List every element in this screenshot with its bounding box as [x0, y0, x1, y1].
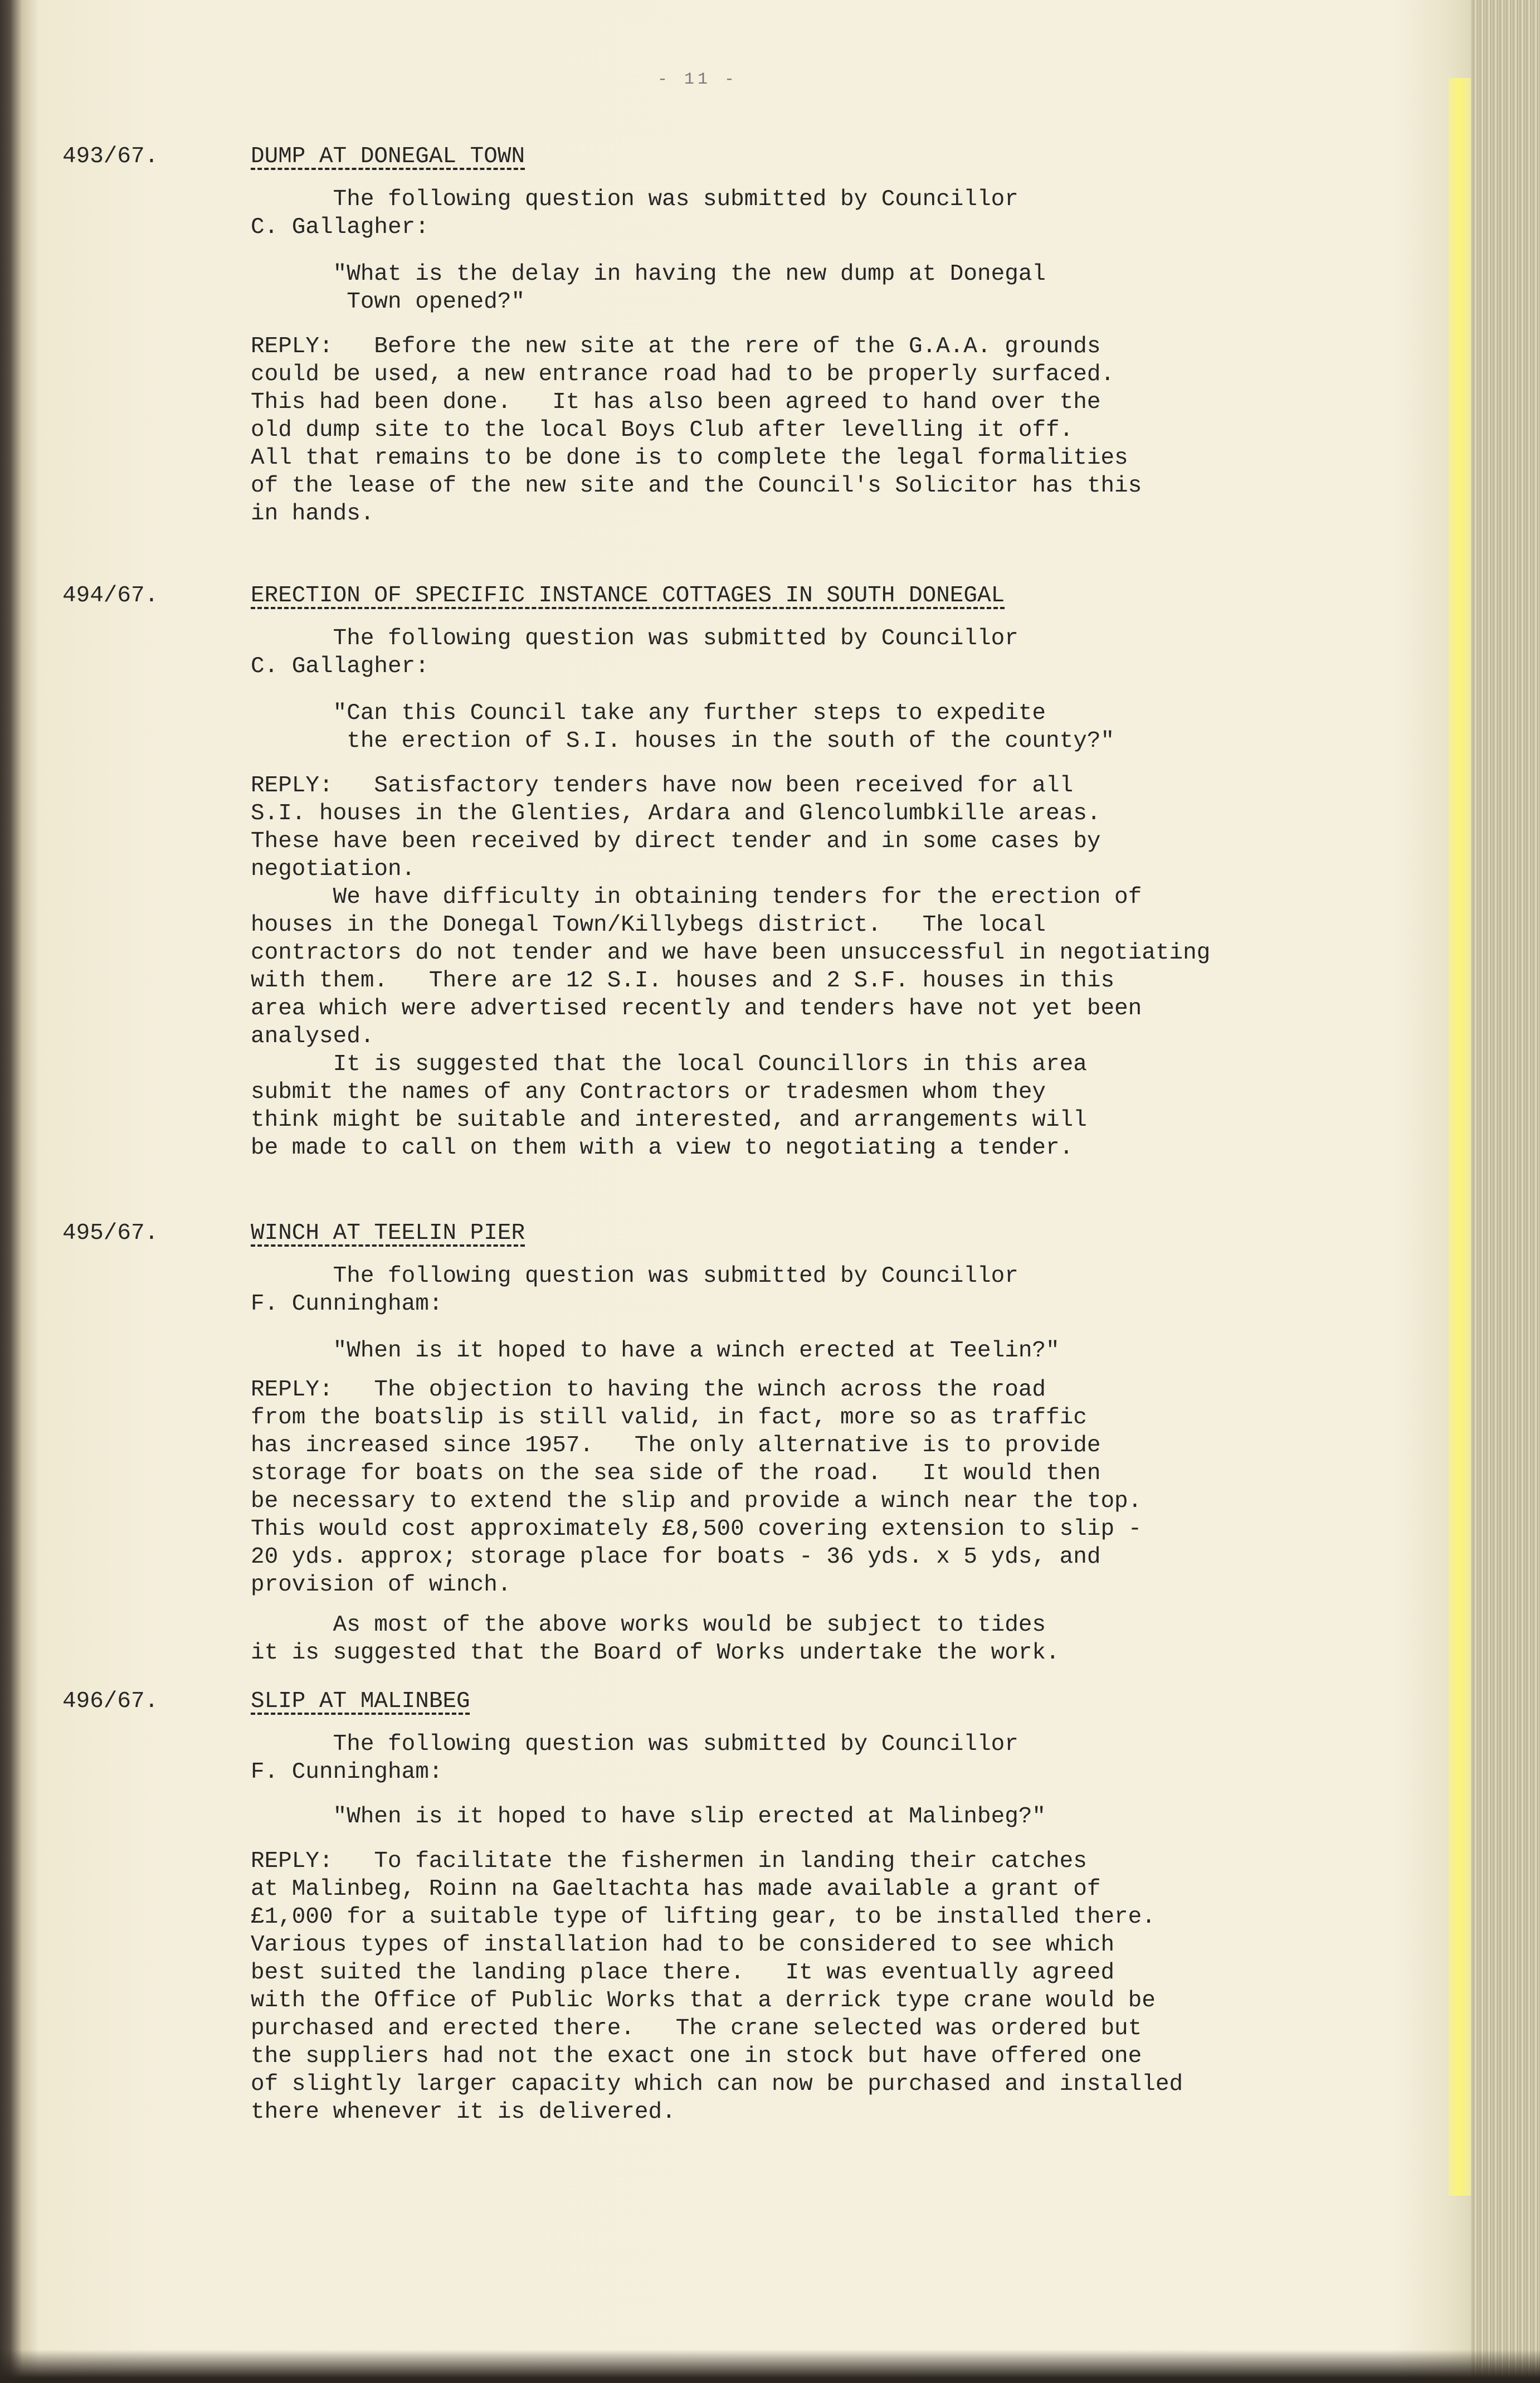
- yellow-paper-strip: [1449, 78, 1471, 2196]
- item-heading: WINCH AT TEELIN PIER: [251, 1220, 525, 1246]
- text-line: It is suggested that the local Councillors in this area: [251, 1052, 1087, 1077]
- text-line: REPLY: Satisfactory tenders have now been received for all: [251, 773, 1074, 799]
- text-line: S.I. houses in the Glenties, Ardara and Glencolumbkille areas.: [251, 801, 1101, 826]
- text-line: be necessary to extend the slip and provide a winch near the top.: [251, 1489, 1142, 1514]
- text-line: area which were advertised recently and tenders have not yet been: [251, 996, 1142, 1022]
- item-number: 493/67.: [62, 144, 159, 169]
- text-line: think might be suitable and interested, and arrangements will: [251, 1107, 1087, 1133]
- item-heading: DUMP AT DONEGAL TOWN: [251, 144, 525, 169]
- text-line: be made to call on them with a view to negotiating a tender.: [251, 1135, 1074, 1161]
- text-line: The following question was submitted by Councillor: [251, 187, 1018, 212]
- text-line: in hands.: [251, 501, 374, 527]
- text-line: C. Gallagher:: [251, 215, 429, 240]
- item-heading: SLIP AT MALINBEG: [251, 1689, 470, 1714]
- text-line: This had been done. It has also been agreed to hand over the: [251, 390, 1101, 415]
- text-line: REPLY: Before the new site at the rere of the G.A.A. grounds: [251, 334, 1101, 359]
- text-line: The following question was submitted by Councillor: [251, 1732, 1018, 1757]
- text-line: of the lease of the new site and the Council's Solicitor has this: [251, 473, 1142, 499]
- text-line: houses in the Donegal Town/Killybegs district. The local: [251, 912, 1046, 938]
- text-line: purchased and erected there. The crane selected was ordered but: [251, 2016, 1142, 2041]
- text-line: "What is the delay in having the new dump at Donegal: [251, 261, 1046, 287]
- text-line: there whenever it is delivered.: [251, 2099, 676, 2125]
- item-number: 494/67.: [62, 583, 159, 609]
- item-heading: ERECTION OF SPECIFIC INSTANCE COTTAGES IN SOUTH DONEGAL: [251, 583, 1005, 609]
- text-line: Town opened?": [251, 289, 525, 315]
- item-number: 495/67.: [62, 1220, 159, 1246]
- text-line: "When is it hoped to have a winch erected at Teelin?": [251, 1338, 1060, 1364]
- text-line: storage for boats on the sea side of the road. It would then: [251, 1461, 1101, 1486]
- text-line: These have been received by direct tender and in some cases by: [251, 829, 1101, 854]
- text-line: with the Office of Public Works that a derrick type crane would be: [251, 1988, 1156, 2014]
- text-line: with them. There are 12 S.I. houses and 2 S.F. houses in this: [251, 968, 1115, 994]
- text-line: the suppliers had not the exact one in stock but have offered one: [251, 2044, 1142, 2069]
- text-line: could be used, a new entrance road had to be properly surfaced.: [251, 362, 1115, 387]
- text-line: provision of winch.: [251, 1572, 511, 1598]
- page-edges: [1471, 0, 1540, 2383]
- text-line: REPLY: To facilitate the fishermen in landing their catches: [251, 1849, 1087, 1874]
- text-line: from the boatslip is still valid, in fact, more so as traffic: [251, 1405, 1087, 1431]
- bottom-shadow: [0, 2350, 1540, 2383]
- text-line: The following question was submitted by Councillor: [251, 1263, 1018, 1289]
- text-line: at Malinbeg, Roinn na Gaeltachta has made available a grant of: [251, 1876, 1101, 1902]
- text-line: best suited the landing place there. It was eventually agreed: [251, 1960, 1115, 1986]
- text-line: F. Cunningham:: [251, 1759, 443, 1785]
- text-line: it is suggested that the Board of Works undertake the work.: [251, 1640, 1060, 1666]
- text-line: submit the names of any Contractors or tradesmen whom they: [251, 1079, 1046, 1105]
- text-line: contractors do not tender and we have been unsuccessful in negotiating: [251, 940, 1211, 966]
- text-line: old dump site to the local Boys Club after levelling it off.: [251, 417, 1074, 443]
- text-line: All that remains to be done is to complete the legal formalities: [251, 445, 1128, 471]
- text-line: As most of the above works would be subject to tides: [251, 1612, 1046, 1638]
- text-line: the erection of S.I. houses in the south of the county?": [251, 728, 1115, 754]
- text-line: C. Gallagher:: [251, 654, 429, 679]
- text-line: of slightly larger capacity which can now be purchased and installed: [251, 2071, 1183, 2097]
- text-line: This would cost approximately £8,500 covering extension to slip -: [251, 1516, 1142, 1542]
- text-line: analysed.: [251, 1024, 374, 1049]
- text-line: We have difficulty in obtaining tenders for the erection of: [251, 884, 1142, 910]
- text-line: REPLY: The objection to having the winch across the road: [251, 1377, 1046, 1403]
- text-line: "Can this Council take any further steps to expedite: [251, 701, 1046, 726]
- text-line: negotiation.: [251, 857, 416, 882]
- text-line: F. Cunningham:: [251, 1291, 443, 1317]
- text-line: 20 yds. approx; storage place for boats - 36 yds. x 5 yds, and: [251, 1544, 1101, 1570]
- text-line: "When is it hoped to have slip erected at Malinbeg?": [251, 1804, 1046, 1830]
- page-number: - 11 -: [657, 70, 738, 89]
- text-line: The following question was submitted by Councillor: [251, 626, 1018, 651]
- text-line: £1,000 for a suitable type of lifting gear, to be installed there.: [251, 1904, 1156, 1930]
- text-line: has increased since 1957. The only alternative is to provide: [251, 1433, 1101, 1458]
- text-line: Various types of installation had to be considered to see which: [251, 1932, 1115, 1958]
- item-number: 496/67.: [62, 1689, 159, 1714]
